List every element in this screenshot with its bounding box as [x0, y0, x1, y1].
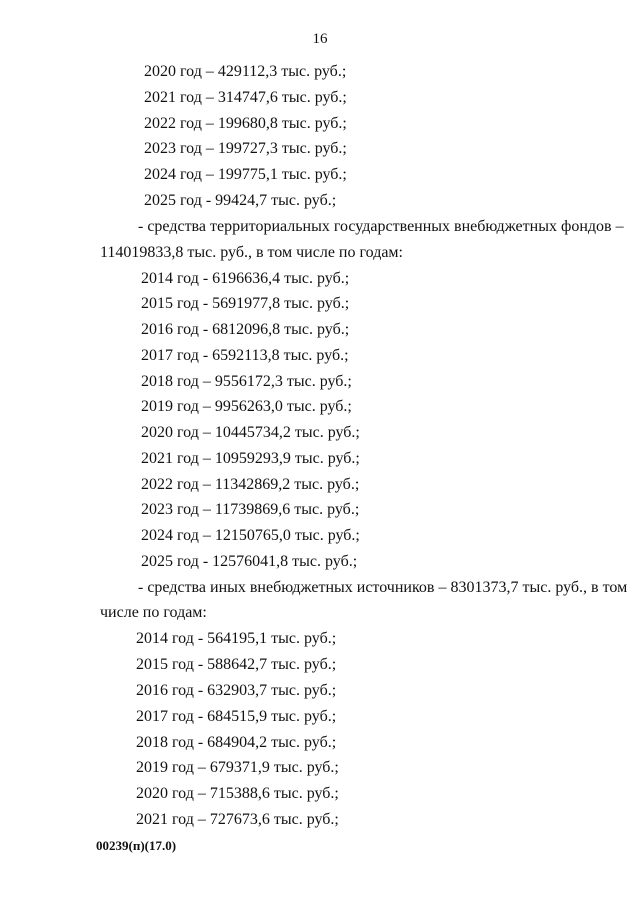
list-item: 2017 год - 6592113,8 тыс. руб.;	[141, 347, 349, 364]
page-number: 16	[312, 31, 328, 47]
document-code: 00239(п)(17.0)	[96, 838, 177, 853]
list-item: 2019 год – 679371,9 тыс. руб.;	[136, 759, 339, 776]
list-item: 2017 год - 684515,9 тыс. руб.;	[136, 708, 337, 725]
list-item: 2014 год - 564195,1 тыс. руб.;	[136, 630, 337, 647]
list-item: 2023 год – 11739869,6 тыс. руб.;	[141, 501, 360, 518]
list-item: 2020 год – 715388,6 тыс. руб.;	[136, 785, 339, 802]
list-item: 2015 год - 5691977,8 тыс. руб.;	[141, 295, 350, 312]
list-item: 2024 год – 12150765,0 тыс. руб.;	[141, 527, 360, 544]
list-item: 2018 год - 684904,2 тыс. руб.;	[136, 734, 337, 751]
list-item: 2014 год - 6196636,4 тыс. руб.;	[141, 270, 350, 287]
list-item: 2016 год - 632903,7 тыс. руб.;	[136, 682, 337, 699]
list-item: 2021 год – 10959293,9 тыс. руб.;	[141, 450, 360, 467]
list-item: 2018 год – 9556172,3 тыс. руб.;	[141, 373, 352, 390]
paragraph-line: - средства территориальных государственных внебюджетных фондов –	[138, 218, 624, 235]
list-item: 2023 год – 199727,3 тыс. руб.;	[144, 140, 347, 157]
list-item: 2022 год – 199680,8 тыс. руб.;	[144, 115, 347, 132]
list-item: 2020 год – 10445734,2 тыс. руб.;	[141, 424, 360, 441]
list-item: 2020 год – 429112,3 тыс. руб.;	[144, 63, 347, 80]
list-item: 2016 год - 6812096,8 тыс. руб.;	[141, 321, 350, 338]
list-item: 2022 год – 11342869,2 тыс. руб.;	[141, 476, 360, 493]
list-item: 2015 год - 588642,7 тыс. руб.;	[136, 656, 337, 673]
paragraph-line: числе по годам:	[100, 604, 207, 621]
list-item: 2025 год - 12576041,8 тыс. руб.;	[141, 553, 358, 570]
list-item: 2021 год – 314747,6 тыс. руб.;	[144, 89, 347, 106]
list-item: 2021 год – 727673,6 тыс. руб.;	[136, 811, 339, 828]
paragraph-line: - средства иных внебюджетных источников – 8301373,7 тыс. руб., в том	[138, 579, 628, 596]
list-item: 2024 год – 199775,1 тыс. руб.;	[144, 166, 347, 183]
list-item: 2019 год – 9956263,0 тыс. руб.;	[141, 398, 352, 415]
paragraph-line: 114019833,8 тыс. руб., в том числе по годам:	[100, 244, 403, 261]
list-item: 2025 год - 99424,7 тыс. руб.;	[144, 192, 337, 209]
